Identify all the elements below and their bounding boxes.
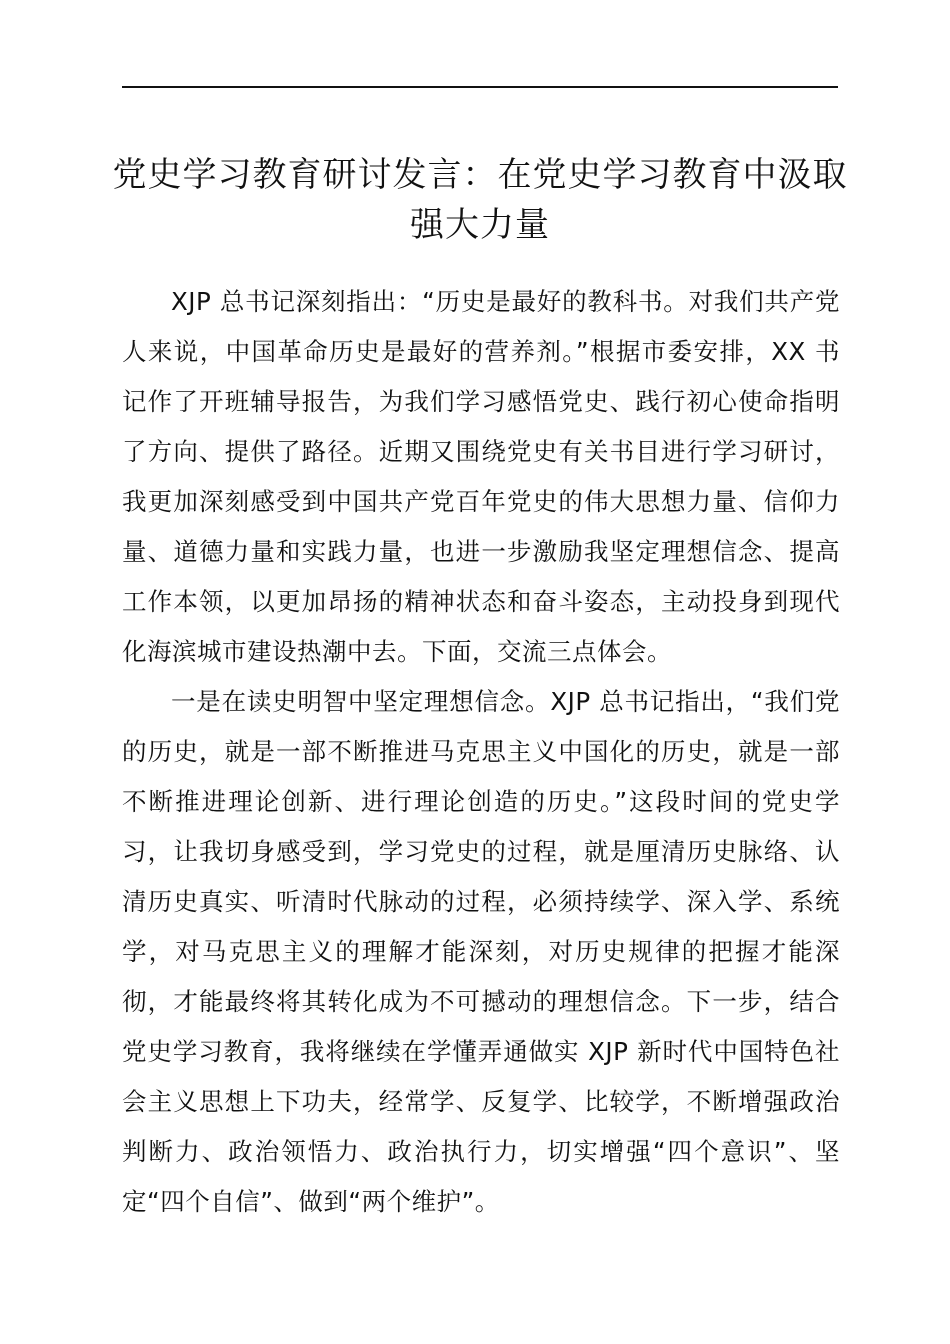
paragraph-intro: XJP 总书记深刻指出：“历史是最好的教科书。对我们共产党人来说，中国革命历史是最好的营养剂。”根据市委安排，XX 书记作了开班辅导报告，为我们学习感悟党史、践行初心使命指明了方向、提供了路径。近期又围绕党史有关书目进行学习研讨，我更加深刻感受到中国共产党百年党史的伟大思想力量、信仰力量、道德力量和实践力量，也进一步激励我坚定理想信念、提高工作本领，以更加昂扬的精神状态和奋斗姿态，主动投身到现代化海滨城市建设热潮中去。下面，交流三点体会。	[122, 287, 840, 666]
header-rule	[122, 86, 838, 88]
document-body	[122, 277, 840, 1227]
paragraph-point-one: 一是在读史明智中坚定理想信念。XJP 总书记指出，“我们党的历史，就是一部不断推进马克思主义中国化的历史，就是一部不断推进理论创新、进行理论创造的历史。”这段时间的党史学习，让我切身感受到，学习党史的过程，就是厘清历史脉络、认清历史真实、听清时代脉动的过程，必须持续学、深入学、系统学，对马克思主义的理解才能深刻，对历史规律的把握才能深彻，才能最终将其转化成为不可撼动的理想信念。下一步，结合党史学习教育，我将继续在学懂弄通做实 XJP 新时代中国特色社会主义思想上下功夫，经常学、反复学、比较学，不断增强政治判断力、政治领悟力、政治执行力，切实增强“四个意识”、坚定“四个自信”、做到“两个维护”。	[122, 687, 840, 1216]
document-title: 党史学习教育研讨发言：在党史学习教育中汲取强大力量	[112, 155, 848, 245]
